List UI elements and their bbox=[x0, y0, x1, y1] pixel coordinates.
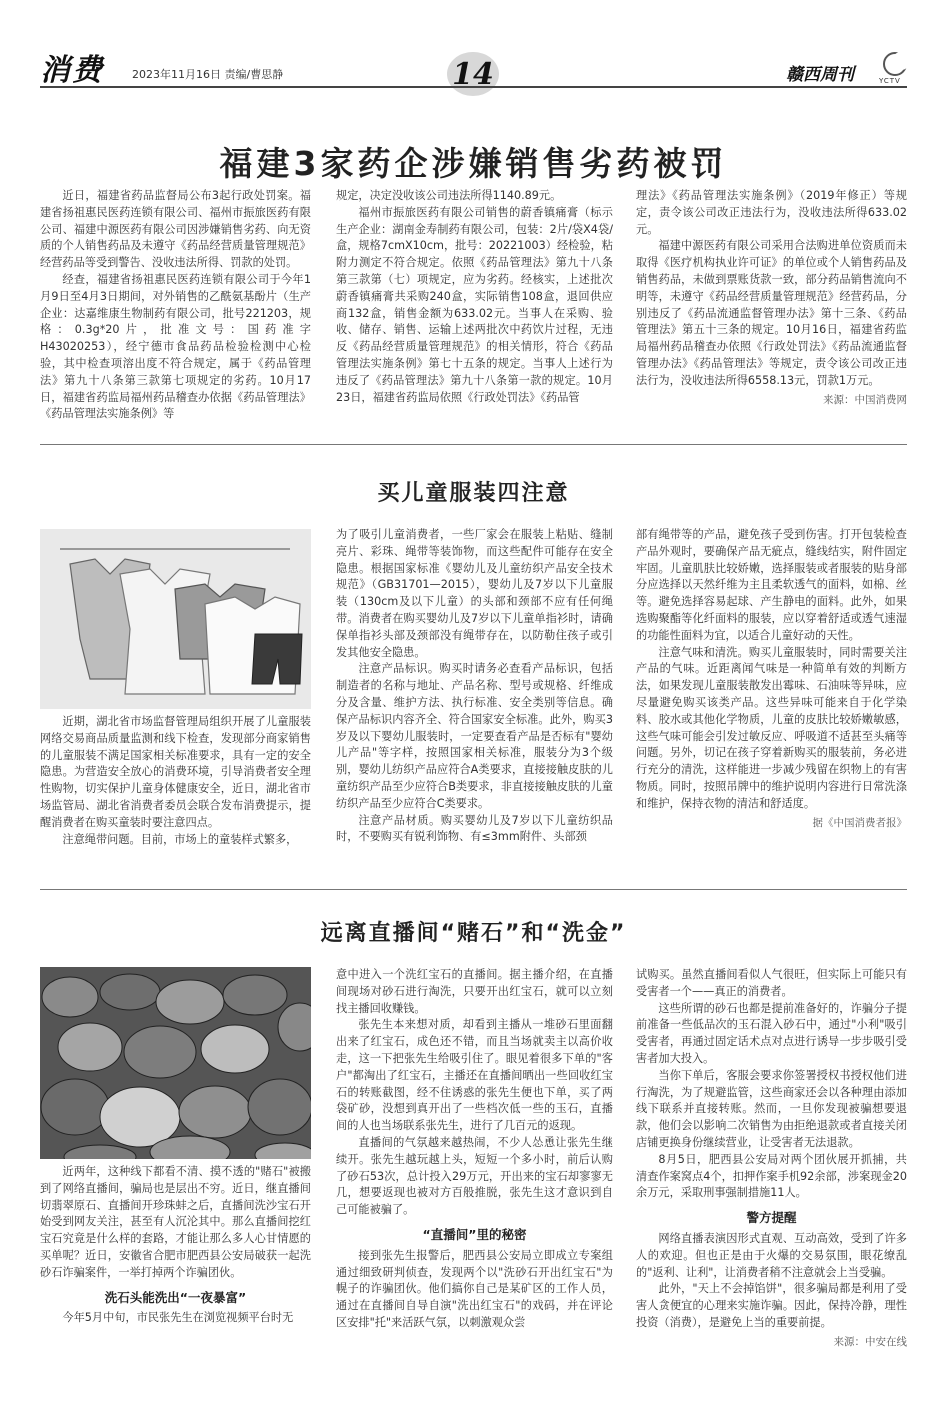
paragraph: 网络直播表演因形式直观、互动高效，受到了许多人的欢迎。但也正是由于火爆的交易氛围，眼花缭乱的"返利、让利"，让消费者稍不注意就会上当受骗。 bbox=[636, 1231, 907, 1279]
paragraph: 当你下单后，客服会要求你签署授权书授权他们进行淘洗，为了规避监管，这些商家还会以各种理由添加线下联系并直接转账。然而，一旦你发现被骗想要退款，他们会以影响二次销售为由拒绝退款或者直接关闭店铺更换身份继续营业，让受害者无法退款。 bbox=[636, 1068, 907, 1149]
gemstone-photo bbox=[40, 967, 311, 1159]
paragraph: 为了吸引儿童消费者，一些厂家会在服装上粘贴、缝制亮片、彩珠、绳带等装饰物，而这些配件可能存在安全隐患。根据国家标准《婴幼儿及儿童纺织产品安全技术规范》（GB31701—2015），婴幼儿及7岁以下儿童服装（130cm及以下儿童）的头部和颈部不应有任何绳带。消费者在购买婴幼儿及7岁以下儿童单指衫时，请确保单指衫头部及颈部没有绳带存在，以防勒住孩子或引发其他安全隐患。 bbox=[336, 528, 613, 659]
paragraph: 福建中源医药有限公司采用合法购进单位资质而未取得《医疗机构执业许可证》的单位或个人销售药品及销售药品，未做到票账货款一致，部分药品销售流向不明等，未遵守《药品经营质量管理规范》经营药品，分别违反了《药品流通监督管理办法》第十三条、《药品管理法》第五十三条的规定。10月16日，福建省药监局福州药品稽查办依照《行政处罚法》《药品流通监督管理办法》《药品管理法》等规定，责令该公司改正违法行为，没收违法所得6558.13元，罚款1万元。 bbox=[636, 239, 907, 387]
paragraph: 接到张先生报警后，肥西县公安局立即成立专案组通过细致研判侦查，发现两个以"洗砂石开出红宝石"为幌子的诈骗团伙。他们搞你自己是某矿区的工作人员，通过在直播间自导自演"洗出红宝石"的戏码，并在评论区安排"托"来活跃气氛，以刺激观众尝 bbox=[336, 1248, 613, 1329]
paragraph: 理法》《药品管理法实施条例》（2019年修正）等规定，责令该公司改正违法行为，没收违法所得633.02元。 bbox=[636, 189, 907, 236]
paragraph: 张先生本来想对质，却看到主播从一堆砂石里面翻出来了红宝石，成色还不错，而且当场就卖主以高价收走，这一下把张先生给吸引住了。眼见着很多下单的"客户"都淘出了红宝石，主播还在直播间晒出一些回收红宝石的转账截图，经不住诱惑的张先生便也下单，买了两袋矿砂，没想到真开出了一些档次低一些的玉石，直播间的人也当场联系张先生，进行了几百元的返现。 bbox=[336, 1018, 613, 1133]
article2-col1 bbox=[40, 714, 311, 848]
article2-title: 买儿童服装四注意 bbox=[377, 481, 570, 506]
paragraph: 试购买。虽然直播间看似人气很旺，但实际上可能只有受害者一个——真正的消费者。 bbox=[636, 968, 907, 998]
subheading: 洗石头能洗出“一夜暴富” bbox=[104, 1289, 247, 1305]
article2-col2 bbox=[336, 527, 613, 846]
section-masthead: 消费 bbox=[40, 53, 104, 88]
clothes-photo bbox=[40, 529, 311, 709]
subheading: 警方提醒 bbox=[746, 1210, 797, 1226]
paragraph: 直播间的气氛越来越热闹，不少人怂恿让张先生继续开。张先生越玩越上头，短短一个多小时，前后认购了砂石53次，总计投入29万元，开出来的宝石却寥寥无几，想要返现也被对方百般推脱，张先生这才意识到自己可能被骗了。 bbox=[336, 1135, 613, 1217]
paragraph: 规定，决定没收该公司违法所得1140.89元。 bbox=[336, 189, 562, 202]
article1-title: 福建3家药企涉嫌销售劣药被罚 bbox=[219, 144, 728, 183]
paragraph: 注意产品标识。购买时请务必查看产品标识，包括制造者的名称与地址、产品名称、型号或规格、纤维成分及含量、维护方法、执行标准、安全类别等信息。确保产品标识内容齐全、符合国家安全标准。此外，购买3岁及以下婴幼儿服装时，一定要查看产品是否标有"婴幼儿产品"等字样，按照国家相关标准，服装分为3个级别，婴幼儿纺织产品应符合A类要求，直接接触皮肤的儿童纺织产品至少应符合B类要求，非直接接触皮肤的儿童纺织产品至少应符合C类要求。 bbox=[336, 662, 613, 810]
paragraph: 经查，福建省扬祖惠民医药连锁有限公司于今年1月9日至4月3日期间，对外销售的乙酰氨基酚片（生产企业：达嘉维康生物制药有限公司，批号221203，规格：0.3g*20片，批准文号：国药准字H43020253），经宁德市食品药品检验检测中心检验，其中检查项溶出度不符合规定，属于《药品管理法》第九十八条第三款第七项规定的劣药。10月17日，福建省药监局福州药品稽查办依据《药品管理法》《药品管理法实施条例》等 bbox=[40, 272, 311, 421]
paragraph: 意中进入一个洗红宝石的直播间。据主播介绍，在直播间现场对砂石进行淘洗，只要开出红宝石，就可以立刻找主播回收赚钱。 bbox=[336, 968, 613, 1015]
article2-col3 bbox=[636, 527, 907, 831]
article3-col3 bbox=[636, 967, 907, 1351]
paragraph: 这些所谓的砂石也都是提前准备好的，诈骗分子提前准备一些低品次的玉石混入砂石中，通过"小利"吸引受害者，再通过固定话术点对点进行诱导一步步吸引受害者加大投入。 bbox=[636, 1001, 907, 1065]
paragraph: 今年5月中旬，市民张先生在浏览视频平台时无 bbox=[62, 1311, 294, 1325]
article3-title: 远离直播间“赌石”和“洗金” bbox=[320, 921, 627, 946]
article1-col1 bbox=[40, 188, 311, 423]
header-rule bbox=[40, 86, 907, 88]
paragraph: 近日，福建省药品监督局公布3起行政处罚案。福建省扬祖惠民医药连锁有限公司、福州市振旅医药有限公司、福建中源医药有限公司因涉嫌销售劣药、向无资质的个人销售药品及未遵守《药品经营质量管理规范》经营药品等受到警告、没收违法所得、罚款的处罚。 bbox=[40, 189, 311, 270]
paragraph: 近两年，这种线下都看不清、摸不透的"赌石"被搬到了网络直播间，骗局也是层出不穷。近日，继直播间切翡翠原石、直播间开珍珠蚌之后，直播间洗沙宝石开始受到网友关注，甚至有人沉沦其中。那么直播间挖红宝石究竟是什么样的套路，才能让那么多人心甘情愿的买单呢？近日，安徽省合肥市肥西县公安局破获一起洗砂石诈骗案件，一举打掉两个诈骗团伙。 bbox=[40, 1165, 311, 1279]
subheading: “直播间”里的秘密 bbox=[422, 1226, 527, 1242]
tv-logo-icon bbox=[883, 52, 907, 76]
logo-text: YCTV bbox=[879, 77, 901, 85]
paragraph: 注意气味和清洗。购买儿童服装时，同时需要关注产品的气味。近距离闻气味是一种简单有效的判断方法，如果发现儿童服装散发出霉味、石油味等异味，应尽量避免购买该类产品。这些异味可能来自于化学染料、胶水或其他化学物质，儿童的皮肤比较娇嫩敏感，这些气味可能会引发过敏反应、呼吸道不适甚至头痛等问题。另外，切记在孩子穿着新购买的服装前，务必进行充分的清洗，这样能进一步减少残留在织物上的有害物质。同时，按照吊牌中的维护说明内容进行日常洗涤和维护，保持衣物的清洁和舒适度。 bbox=[636, 645, 907, 810]
paragraph: 近期，湖北省市场监督管理局组织开展了儿童服装网络交易商品质量监测和线下检查，发现部分商家销售的儿童服装不满足国家相关标准要求，具有一定的安全隐患。为营造安全放心的消费环境，引导消费者安全理性购物，切实保护儿童身体健康安全，近日，湖北省市场监管局、湖北省消费者委员会联合发布消费提示，提醒消费者在购买童装时要注意四点。 bbox=[40, 715, 311, 829]
article3-source: 来源：中安在线 bbox=[833, 1335, 907, 1348]
divider bbox=[40, 444, 907, 445]
date-editor-line: 2023年11月16日 责编/曹思静 bbox=[132, 68, 284, 81]
article2-source: 据《中国消费者报》 bbox=[812, 816, 907, 829]
article3-col1 bbox=[40, 1164, 311, 1327]
page-number: 14 bbox=[447, 52, 499, 96]
paragraph: 注意绳带问题。目前，市场上的童装样式繁多， bbox=[62, 832, 298, 846]
paragraph: 注意产品材质。购买婴幼儿及7岁以下儿童纺织品时，不要购买有锐利饰物、有≤3mm附件、头部颈 bbox=[336, 813, 613, 844]
paragraph: 8月5日，肥西县公安局对两个团伙展开抓捕，共清查作案窝点4个，扣押作案手机92余部，涉案现金20余万元，采取刑事强制措施11人。 bbox=[636, 1152, 907, 1200]
paragraph: 福州市振旅医药有限公司销售的蔚香镇痛膏（标示生产企业：湖南金寿制药有限公司，包装：2片/袋X4袋/盒，规格7cmX10cm，批号：20221003）经检验，粘附力测定不符合规定。依照《药品管理法》第九十八条第三款第（七）项规定，应为劣药。经核实，上述批次蔚香镇痛膏共采购240盒，实际销售108盒，退回供应商132盒，销售金额为633.02元。当事人在采购、验收、储存、销售、运输上述两批次中药饮片过程，无违反《药品经营质量管理规范》的相关情形，符合《药品管理法实施条例》第七十五条的规定。当事人上述行为违反了《药品管理法》第九十八条第一款的规定。10月23日，福建省药监局依照《行政处罚法》《药品管 bbox=[336, 205, 613, 404]
paragraph: 部有绳带等的产品，避免孩子受到伤害。打开包装检查产品外观时，要确保产品无疵点，缝线结实，附件固定牢固。儿童肌肤比较娇嫩，选择服装或者服装的贴身部分应选择以天然纤维为主且柔软透气的面料，如棉、丝等。避免选择容易起球、产生静电的面料。此外，如果选购聚酯等化纤面料的服装，应以穿着舒适或透气速湿的功能性面料为宜，以适合儿童好动的天性。 bbox=[636, 528, 907, 642]
divider bbox=[40, 889, 907, 890]
article1-col2 bbox=[336, 188, 613, 406]
article3-col2 bbox=[336, 967, 613, 1332]
paragraph: 此外，"天上不会掉馅饼"，很多骗局都是利用了受害人贪便宜的心理来实施诈骗。因此，保持冷静，理性投资（消费），是避免上当的重要前提。 bbox=[636, 1282, 907, 1329]
article1-col3 bbox=[636, 188, 907, 408]
article1-source: 来源：中国消费网 bbox=[823, 393, 907, 406]
publication-brand: 赣西周刊 bbox=[786, 65, 854, 85]
